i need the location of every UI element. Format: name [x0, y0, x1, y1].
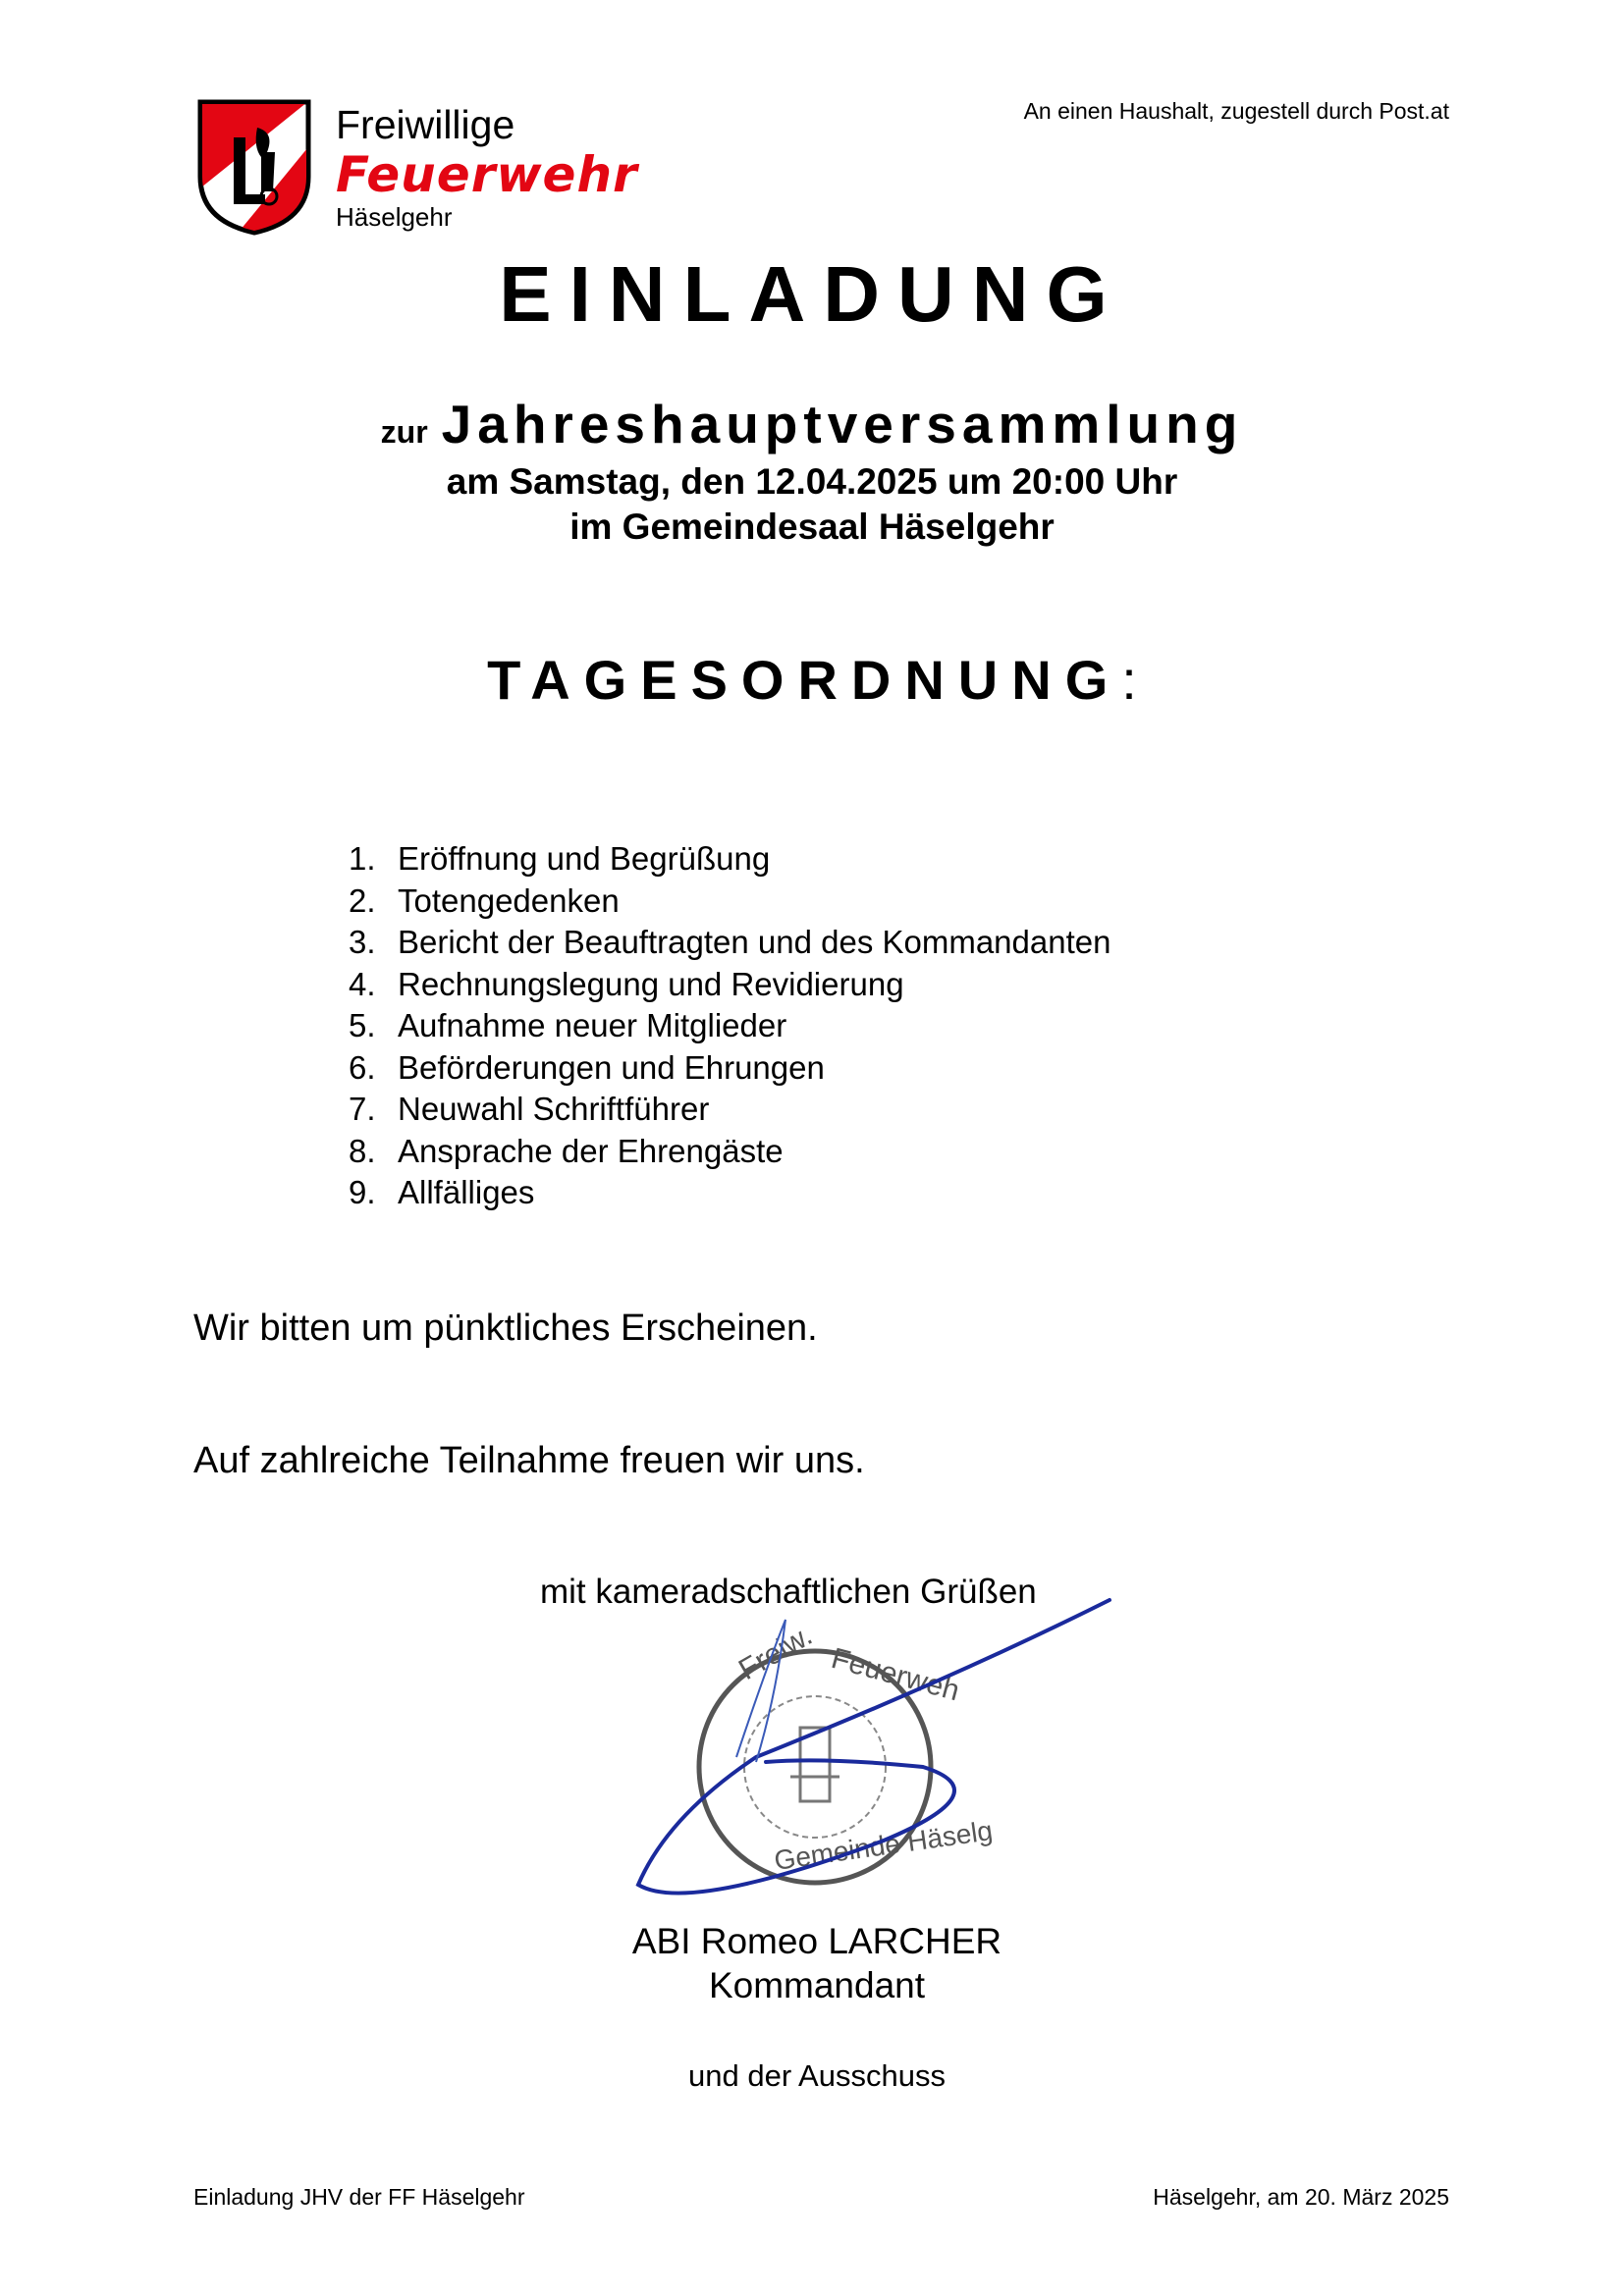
agenda-item-number: 2. — [349, 881, 376, 919]
agenda-item-text: Bericht der Beauftragten und des Kommandanten — [398, 924, 1111, 960]
agenda-list — [349, 838, 1110, 1214]
agenda-heading-text: TAGESORDNUNG — [487, 649, 1122, 711]
event-date: am Samstag, den 12.04.2025 um 20:00 Uhr — [446, 461, 1178, 502]
official-stamp-icon — [699, 1619, 995, 1883]
closing-greeting: mit kameradschaftlichen Grüßen — [540, 1573, 1037, 1611]
svg-text:Feuerweh: Feuerweh — [828, 1641, 963, 1708]
list-item — [349, 881, 1110, 923]
list-item — [349, 1089, 1110, 1131]
list-item — [349, 1005, 1110, 1047]
logo-line-freiwillige: Freiwillige — [336, 102, 515, 147]
list-item — [349, 838, 1110, 881]
fire-brigade-logo — [196, 98, 658, 236]
agenda-item-number: 7. — [349, 1091, 376, 1127]
svg-text:Freiw.: Freiw. — [733, 1619, 818, 1687]
agenda-item-text: Totengedenken — [398, 881, 620, 919]
event-prefix: zur — [380, 414, 428, 450]
list-item — [349, 964, 1110, 1006]
event-location: im Gemeindesaal Häselgehr — [569, 507, 1055, 547]
punctuality-note: Wir bitten um pünktliches Erscheinen. — [193, 1308, 818, 1349]
agenda-item-number: 9. — [349, 1174, 376, 1210]
signer-name: ABI Romeo LARCHER — [631, 1921, 1002, 1961]
agenda-heading — [0, 646, 1624, 715]
agenda-item-text: Allfälliges — [398, 1174, 535, 1210]
committee-line: und der Ausschuss — [688, 2058, 946, 2093]
agenda-item-text: Ansprache der Ehrengäste — [398, 1132, 784, 1169]
agenda-item-text: Rechnungslegung und Revidierung — [398, 965, 904, 1002]
agenda-item-number: 5. — [349, 1007, 376, 1043]
delivery-note: An einen Haushalt, zugestell durch Post.at — [1023, 98, 1449, 124]
footer-left: Einladung JHV der FF Häselgehr — [193, 2184, 525, 2210]
agenda-item-number: 3. — [349, 924, 376, 960]
agenda-item-text: Aufnahme neuer Mitglieder — [398, 1007, 787, 1043]
agenda-item-text: Eröffnung und Begrüßung — [398, 840, 771, 877]
agenda-item-number: 8. — [349, 1132, 376, 1169]
list-item — [349, 1131, 1110, 1173]
stamp-and-signature — [628, 1590, 1119, 1904]
footer-right: Häselgehr, am 20. März 2025 — [1153, 2184, 1449, 2210]
list-item — [349, 922, 1110, 964]
logo-line-place: Häselgehr — [336, 202, 453, 232]
agenda-item-number: 4. — [349, 965, 376, 1002]
svg-text:Gemeinde Häselg: Gemeinde Häselg — [772, 1815, 995, 1876]
participation-note: Auf zahlreiche Teilnahme freuen wir uns. — [193, 1440, 865, 1481]
logo-line-feuerwehr: Feuerwehr — [336, 146, 638, 203]
list-item — [349, 1172, 1110, 1214]
list-item — [349, 1047, 1110, 1090]
agenda-item-text: Beförderungen und Ehrungen — [398, 1048, 825, 1086]
fire-brigade-crest-icon — [196, 98, 312, 236]
agenda-item-number: 6. — [349, 1048, 376, 1086]
document-title: EINLADUNG — [499, 250, 1125, 338]
signer-role: Kommandant — [708, 1965, 926, 2005]
agenda-item-number: 1. — [349, 840, 376, 877]
event-name: Jahreshauptversammlung — [441, 394, 1244, 454]
agenda-heading-colon: : — [1121, 649, 1137, 711]
agenda-item-text: Neuwahl Schriftführer — [398, 1091, 710, 1127]
